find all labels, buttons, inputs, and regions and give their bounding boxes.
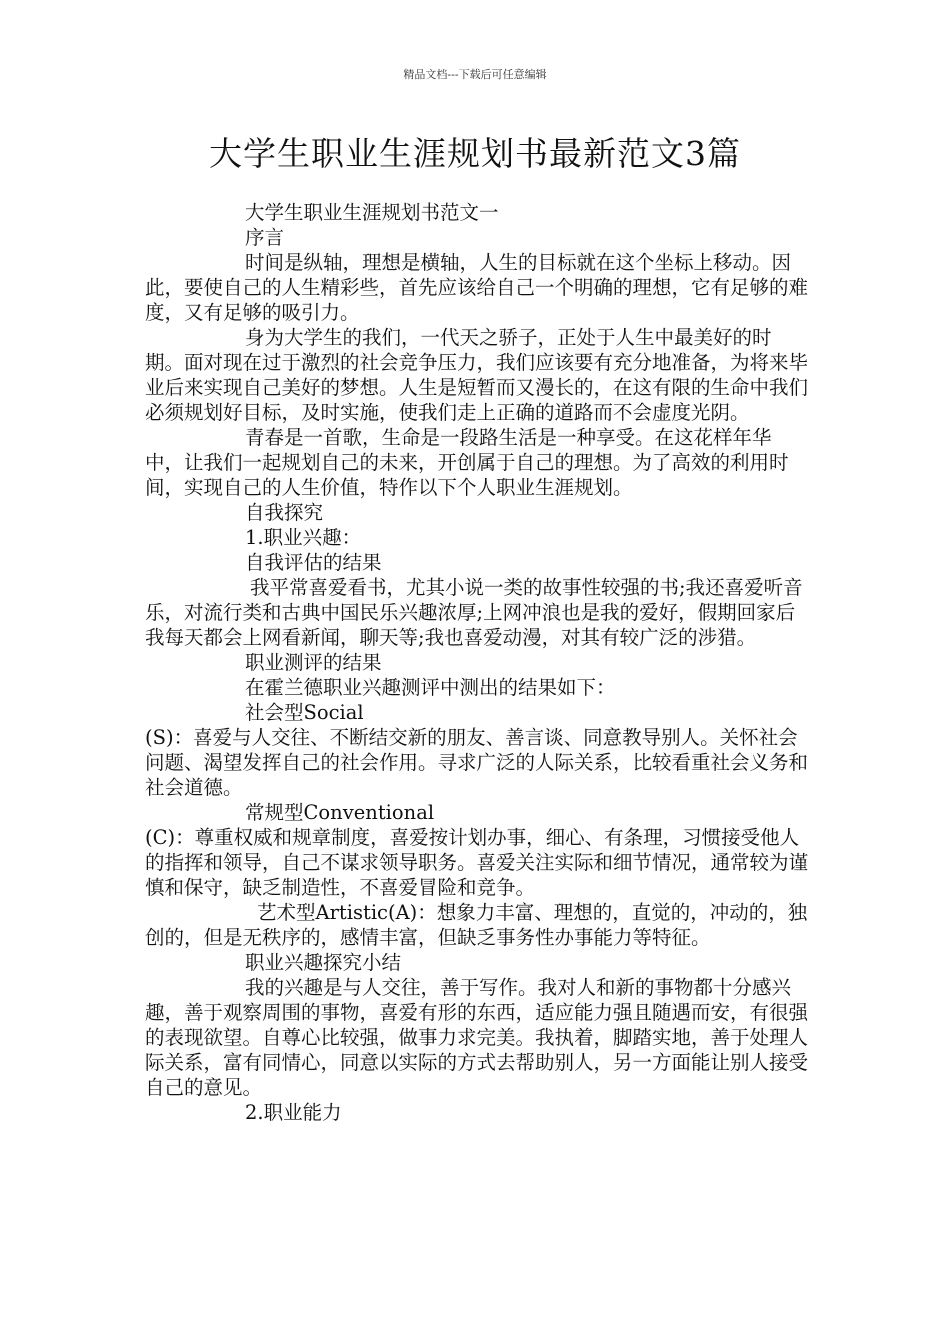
- paragraph: 青春是一首歌，生命是一段路生活是一种享受。在这花样年华中，让我们一起规划自己的未来，开创属于自己的理想。为了高效的利用时间，实现自己的人生价值，特作以下个人职业生涯规划。: [145, 426, 789, 499]
- subheading: 1.职业兴趣：: [245, 526, 362, 549]
- paragraph: (S)：喜爱与人交往、不断结交新的朋友、善言谈、同意教导别人。关怀社会问题、渴望发挥自己的社会作用。寻求广泛的人际关系，比较看重社会义务和社会道德。: [145, 726, 809, 799]
- paragraph: 身为大学生的我们，一代天之骄子，正处于人生中最美好的时期。面对现在过于激烈的社会竞争压力，我们应该要有充分地准备，为将来毕业后来实现自己美好的梦想。人生是短暂而又漫长的，在这有限的生命中我们必须规划好目标，及时实施，使我们走上正确的道路而不会虚度光阴。: [145, 326, 809, 424]
- paragraph: 我平常喜爱看书，尤其小说一类的故事性较强的书;我还喜爱听音乐，对流行类和古典中国民乐兴趣浓厚;上网冲浪也是我的爱好，假期回家后我每天都会上网看新闻，聊天等;我也喜爱动漫，对其有较广泛的涉猎。: [145, 576, 803, 649]
- subheading-preface: 序言: [245, 226, 285, 249]
- subheading: 职业兴趣探究小结: [245, 951, 402, 974]
- subheading: 职业测评的结果: [245, 651, 382, 674]
- type-label: 社会型Social: [245, 701, 364, 724]
- paragraph: 时间是纵轴，理想是横轴，人生的目标就在这个坐标上移动。因此，要使自己的人生精彩些，首先应该给自己一个明确的理想，它有足够的难度，又有足够的吸引力。: [145, 251, 809, 324]
- paragraph: (C)：尊重权威和规章制度，喜爱按计划办事，细心、有条理，习惯接受他人的指挥和领导，自己不谋求领导职务。喜爱关注实际和细节情况，通常较为谨慎和保守，缺乏制造性，不喜爱冒险和竞争。: [145, 826, 809, 899]
- subheading: 2.职业能力: [245, 1101, 342, 1124]
- paragraph: 在霍兰德职业兴趣测评中测出的结果如下：: [245, 676, 616, 699]
- document-title: 大学生职业生涯规划书最新范文3篇: [209, 134, 741, 173]
- paragraph: 我的兴趣是与人交往，善于写作。我对人和新的事物都十分感兴趣，善于观察周围的事物，喜爱有形的东西，适应能力强且随遇而安，有很强的表现欲望。自尊心比较强，做事力求完美。我执着，脚踏实地，善于处理人际关系，富有同情心，同意以实际的方式去帮助别人，另一方面能让别人接受自己的意见。: [145, 976, 809, 1099]
- page-header: 精品文档---下载后可任意编辑: [403, 68, 547, 81]
- document-body: [145, 200, 810, 1125]
- section-heading: 大学生职业生涯规划书范文一: [245, 201, 499, 224]
- type-label: 常规型Conventional: [245, 801, 435, 824]
- paragraph: 艺术型Artistic(A)：想象力丰富、理想的，直觉的，冲动的，独创的，但是无秩序的，感情丰富，但缺乏事务性办事能力等特征。: [145, 901, 808, 949]
- subheading: 自我探究: [245, 501, 324, 524]
- subheading: 自我评估的结果: [245, 551, 382, 574]
